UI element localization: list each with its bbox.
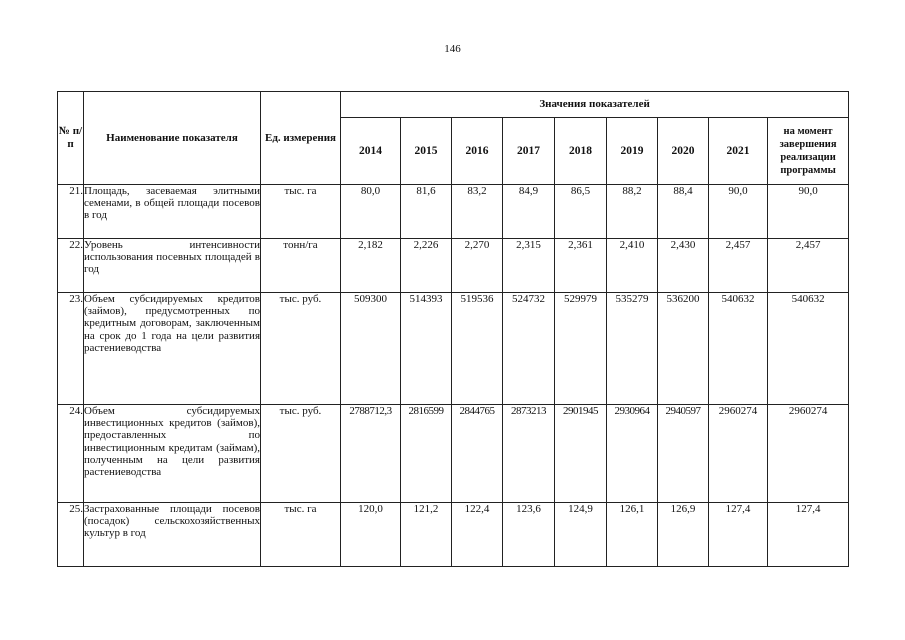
header-values-group: Значения показателей [341, 92, 849, 118]
value-cell: 2,226 [401, 239, 452, 293]
table-body [58, 185, 849, 567]
row-unit: тыс. руб. [261, 405, 341, 503]
row-number: 23. [58, 293, 84, 405]
value-cell: 540632 [709, 293, 768, 405]
indicators-table [57, 91, 849, 567]
row-unit: тыс. га [261, 503, 341, 567]
value-cell: 2930964 [607, 405, 658, 503]
value-cell: 2940597 [658, 405, 709, 503]
value-cell: 2873213 [503, 405, 555, 503]
value-cell: 519536 [452, 293, 503, 405]
header-year: 2018 [555, 118, 607, 185]
header-final: на момент завершения реализации программы [768, 118, 849, 185]
header-unit: Ед. измерения [261, 92, 341, 185]
value-cell: 2,270 [452, 239, 503, 293]
value-cell: 86,5 [555, 185, 607, 239]
row-name: Площадь, засеваемая элитными семенами, в общей площади посевов в год [84, 185, 261, 239]
header-year: 2016 [452, 118, 503, 185]
value-cell: 88,2 [607, 185, 658, 239]
value-cell: 2,457 [709, 239, 768, 293]
value-cell: 2844765 [452, 405, 503, 503]
value-cell: 2,457 [768, 239, 849, 293]
table-row [58, 405, 849, 503]
value-cell: 2960274 [768, 405, 849, 503]
value-cell: 81,6 [401, 185, 452, 239]
value-cell: 126,9 [658, 503, 709, 567]
value-cell: 535279 [607, 293, 658, 405]
value-cell: 126,1 [607, 503, 658, 567]
row-number: 21. [58, 185, 84, 239]
row-unit: тонн/га [261, 239, 341, 293]
value-cell: 127,4 [768, 503, 849, 567]
value-cell: 121,2 [401, 503, 452, 567]
row-name: Застрахованные площади посевов (посадок) сельскохозяйственных культур в год [84, 503, 261, 567]
header-number: № п/п [58, 92, 84, 185]
value-cell: 123,6 [503, 503, 555, 567]
row-number: 25. [58, 503, 84, 567]
value-cell: 2901945 [555, 405, 607, 503]
value-cell: 124,9 [555, 503, 607, 567]
row-name: Объем субсидируемых кредитов (займов), предусмотренных по кредитным договорам, заключенным на срок до 1 года на цели развития растениеводства [84, 293, 261, 405]
value-cell: 83,2 [452, 185, 503, 239]
header-year: 2014 [341, 118, 401, 185]
table-row [58, 239, 849, 293]
value-cell: 529979 [555, 293, 607, 405]
value-cell: 84,9 [503, 185, 555, 239]
value-cell: 2,182 [341, 239, 401, 293]
header-year: 2015 [401, 118, 452, 185]
header-name: Наименование показателя [84, 92, 261, 185]
row-number: 24. [58, 405, 84, 503]
row-name: Уровень интенсивности использования посевных площадей в год [84, 239, 261, 293]
value-cell: 2816599 [401, 405, 452, 503]
table-header [58, 92, 849, 185]
value-cell: 90,0 [768, 185, 849, 239]
value-cell: 88,4 [658, 185, 709, 239]
value-cell: 524732 [503, 293, 555, 405]
value-cell: 2,410 [607, 239, 658, 293]
row-name: Объем субсидируемых инвестиционных кредитов (займов), предоставленных по инвестиционным кредитам (займам), полученным на цели развития растениеводства [84, 405, 261, 503]
row-unit: тыс. руб. [261, 293, 341, 405]
value-cell: 80,0 [341, 185, 401, 239]
row-number: 22. [58, 239, 84, 293]
value-cell: 540632 [768, 293, 849, 405]
value-cell: 2,430 [658, 239, 709, 293]
value-cell: 2,361 [555, 239, 607, 293]
header-year: 2020 [658, 118, 709, 185]
value-cell: 2788712,3 [341, 405, 401, 503]
value-cell: 2,315 [503, 239, 555, 293]
table-row [58, 503, 849, 567]
value-cell: 127,4 [709, 503, 768, 567]
header-year: 2019 [607, 118, 658, 185]
value-cell: 2960274 [709, 405, 768, 503]
value-cell: 509300 [341, 293, 401, 405]
value-cell: 536200 [658, 293, 709, 405]
row-unit: тыс. га [261, 185, 341, 239]
page-number: 146 [444, 43, 461, 55]
value-cell: 90,0 [709, 185, 768, 239]
table-row [58, 185, 849, 239]
value-cell: 514393 [401, 293, 452, 405]
table-row [58, 293, 849, 405]
header-year: 2017 [503, 118, 555, 185]
header-year: 2021 [709, 118, 768, 185]
value-cell: 120,0 [341, 503, 401, 567]
value-cell: 122,4 [452, 503, 503, 567]
